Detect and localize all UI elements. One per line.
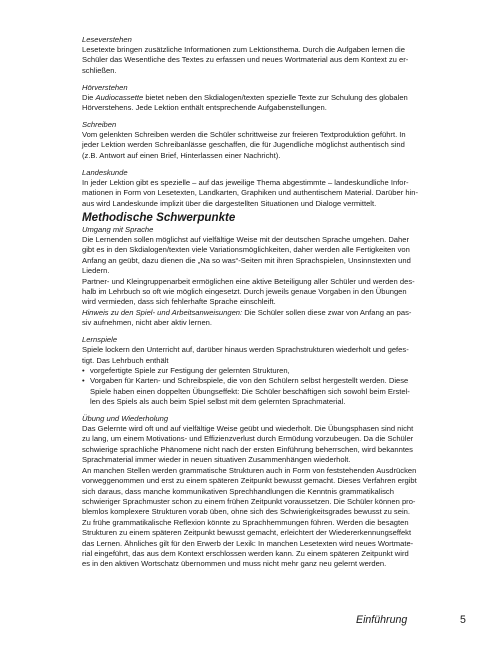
paragraph-line: halb im Lehrbuch so oft wie möglich eingesetzt. Durch jeweils genaue Vorgaben in den Übungen (82, 287, 407, 296)
paragraph-line: Zu frühe grammatikalische Reflexion könnte zu Sprachhemmungen führen. Werden die besagten (82, 517, 409, 527)
bullet-item-continued (82, 397, 472, 407)
subsection-heading: Lernspiele (82, 335, 118, 345)
text-run: bietet neben den Skdialogen/texten spezielle Texte zur Schulung des globalen (143, 92, 408, 102)
paragraph-line: Die Lernenden sollen möglichst auf vielfältige Weise mit der deutschen Sprache umgehen. Daher (82, 234, 409, 244)
paragraph-line: das Lernen. Ähnliches gilt für den Erwerb der Lexik: In manchen Lesetexten wird neues Wortmate- (82, 538, 414, 548)
paragraph-line: Spiele lockern den Unterricht auf, darüber hinaus werden Sprachstrukturen wiederholt und gefes- (82, 345, 409, 355)
paragraph-line: Das Gelernte wird oft und auf vielfältige Weise geübt und wiederholt. Die Übungsphasen sind nicht (82, 424, 414, 434)
bullet-text: Vorgaben für Karten- und Schreibspiele, die von den Schülern selbst hergestellt werden. Diese (90, 376, 409, 386)
paragraph-line (82, 93, 472, 103)
hinweis-label: Hinweis zu den Spiel- und Arbeitsanweisungen: (82, 307, 243, 317)
bullet-text: len des Spiels als auch beim Spiel selbst mit dem gelernten Sprachmaterial. (90, 397, 346, 407)
bullet-item (82, 366, 472, 376)
paragraph-line: Vom gelenkten Schreiben werden die Schüler schrittweise zur freieren Textproduktion geführt. In (82, 130, 406, 140)
paragraph-line: (z.B. Antwort auf einen Brief, Hinterlassen einer Nachricht). (82, 150, 281, 160)
text-italic-run: Audiocassette (95, 92, 144, 102)
paragraph-line: Anfang an geübt, dazu dienen die „Na so was“-Seiten mit ihren Sprachspielen, Unsinnstexten und (82, 255, 411, 265)
paragraph-line: Hörverstehens. Jede Lektion enthält entsprechende Aufgabenstellungen. (82, 103, 327, 113)
paragraph-line: Partner- und Kleingruppenarbeit ermöglichen eine aktive Beteiligung aller Schüler und werden des- (82, 276, 415, 286)
section-schreiben (82, 120, 472, 161)
hinweis-text: Die Schüler sollen diese zwar von Anfang an pas- (242, 307, 412, 317)
paragraph-line: An manchen Stellen werden grammatische Strukturen auch in Form von feststehenden Ausdrücken (82, 465, 417, 475)
bullet-dot-icon: • (82, 376, 85, 386)
section-heading: Landeskunde (82, 167, 128, 177)
section-lernspiele (82, 335, 472, 407)
page-content (82, 35, 472, 570)
main-heading: Methodische Schwerpunkte (82, 210, 236, 224)
paragraph-line: schwierige sprachliche Phänomene nicht nach der ersten Einführung beherrschen, wird bekanntes (82, 444, 413, 454)
section-uebung-und-wiederholung (82, 414, 472, 570)
paragraph-line: aus wird Landeskunde implizit über die dargestellten Situationen und Dialoge vermittelt. (82, 198, 377, 208)
chapter-title: Einführung (356, 614, 408, 626)
paragraph-line: Strukturen zu einem späteren Zeitpunkt bewusst gemacht, erleichtert der Wiedererkennungseffekt (82, 528, 412, 538)
bullet-text: Spiele haben einen doppelten Übungseffekt: Die Schüler beschäftigen sich sowohl beim Erstel- (90, 386, 410, 396)
subsection-heading: Übung und Wiederholung (82, 414, 169, 424)
paragraph-line: mationen in Form von Lesetexten, Landkarten, Graphiken und authentischem Material. Darüber hin- (82, 188, 418, 198)
bullet-dot-icon: • (82, 365, 85, 375)
section-heading: Leseverstehen (82, 35, 132, 44)
paragraph-line: In jeder Lektion gibt es spezielle – auf das jeweilige Thema abgestimmte – landeskundliche Infor- (82, 177, 409, 187)
paragraph-line: schließen. (82, 65, 117, 75)
paragraph-line: Sprachmaterial immer wieder in neuen situativen Zusammenhängen wiederholt. (82, 455, 351, 465)
paragraph-line: jeder Lektion werden Schreibanlässe geschaffen, die für Jugendliche möglichst authentisch sind (82, 140, 405, 150)
section-hoerverstehen (82, 83, 472, 114)
paragraph-line: schwieriger Sprachmuster schon zu einem frühen Zeitpunkt voraussetzen. Die Schüler können pro- (82, 496, 416, 506)
section-umgang-mit-sprache (82, 225, 472, 329)
page-footer (0, 614, 500, 630)
paragraph-line: tigt. Das Lehrbuch enthält (82, 355, 169, 365)
section-heading: Hörverstehen (82, 82, 128, 92)
paragraph-line: vorweggenommen und erst zu einem späteren Zeitpunkt bewusst gemacht. Dieses Verfahren ergibt (82, 476, 417, 486)
subsection-heading: Umgang mit Sprache (82, 224, 154, 234)
paragraph-line: Liedern. (82, 266, 110, 276)
paragraph-line: Schüler das Wesentliche des Textes zu erfassen und neues Wortmaterial aus dem Kontext zu er- (82, 55, 409, 65)
bullet-list (82, 366, 472, 408)
hinweis-line (82, 308, 472, 318)
paragraph-line: blemlos komplexere Strukturen vorab üben, ohne sich des Schwierigkeitsgrades bewusst zu sein. (82, 507, 410, 517)
paragraph-line: es in den aktiven Wortschatz übernommen und muss nicht mehr ganz neu gelernt werden. (82, 559, 387, 569)
bullet-item (82, 376, 472, 386)
paragraph-line: zu lang, um einem Motivations- und Effizienzverlust durch Ermüdung vorzubeugen. Da die Schüler (82, 434, 414, 444)
paragraph-line: rial eingeführt, das aus dem Kontext erschlossen werden kann. Zu einem späteren Zeitpunkt wird (82, 548, 409, 558)
paragraph-line: siv aufnehmen, nicht aber aktiv lernen. (82, 318, 213, 328)
section-landeskunde (82, 168, 472, 209)
section-leseverstehen (82, 35, 472, 76)
paragraph-line: wird vermieden, dass sich fehlerhafte Sprache einschleift. (82, 297, 276, 307)
page-number: 5 (460, 614, 466, 626)
paragraph-line: sich daraus, dass manche kommunikativen Sprechhandlungen die Kenntnis grammatikalisch (82, 486, 394, 496)
paragraph-line: gibt es in den Skdialogen/texten viele Variationsmöglichkeiten, daher werden alle Fertigkeiten von (82, 245, 410, 255)
bullet-text: vorgefertigte Spiele zur Festigung der gelernten Strukturen, (90, 365, 290, 375)
section-heading: Schreiben (82, 120, 117, 130)
paragraph-line: Lesetexte bringen zusätzliche Informationen zum Lektionsthema. Durch die Aufgaben lernen die (82, 45, 405, 54)
bullet-item-continued (82, 387, 472, 397)
text-run: Die (82, 92, 96, 102)
